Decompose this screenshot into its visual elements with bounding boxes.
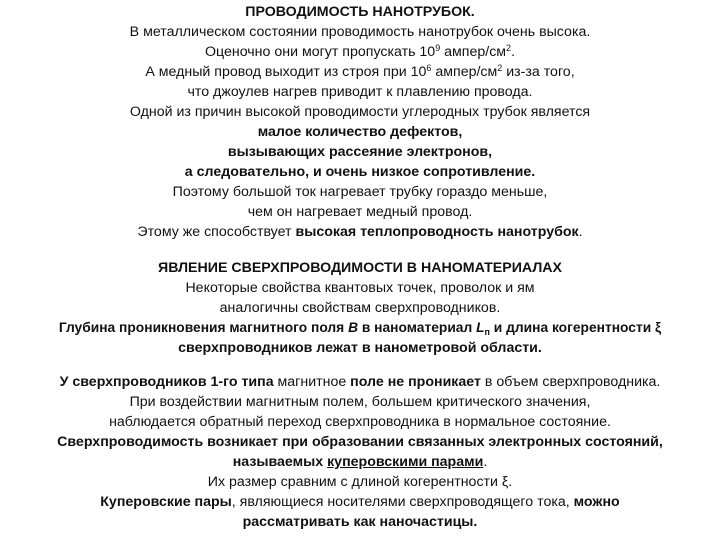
section1-line-11: Этому же способствует высокая теплопроводность нанотрубок. [137,224,583,240]
section3-line-1: У сверхпроводников 1-го типа магнитное поле не проникает в объем сверхпроводника. [59,374,661,390]
section3-line-8: рассматривать как наночастицы. [242,514,478,530]
section3-line-5: называемых куперовскими парами. [232,454,488,470]
section2-line-1: Некоторые свойства квантовых точек, проволок и ям [185,280,535,296]
section1-line-4: что джоулев нагрев приводит к плавлению провода. [187,84,533,100]
section1-line-3: А медный провод выходит из строя при $10^6$ ампер/$см^2$ из-за того, [145,63,575,80]
section3-line-3: наблюдается обратный переход сверхпроводника в нормальное состояние. [109,414,611,430]
section1-line-6: малое количество дефектов, [257,124,463,140]
section1-line-1: В металлическом состоянии проводимость нанотрубок очень высока. [129,24,591,40]
section2-line-2: аналогичны свойствам сверхпроводников. [219,300,501,316]
section1-title: ПРОВОДИМОСТЬ НАНОТРУБОК. [245,4,475,20]
section1-line-7: вызывающих рассеяние электронов, [227,144,493,160]
section1-line-8: а следовательно, и очень низкое сопротивление. [184,164,536,180]
section2-line-4: сверхпроводников лежат в нанометровой области. [178,340,542,356]
section2-line-3: Глубина проникновения магнитного поля B в наноматериал $L_п$ и длина когерентности ξ [58,320,662,337]
section1-line-10: чем он нагревает медный провод. [247,204,473,220]
section1-line-2: Оценочно они могут пропускать $10^9$ ампер/$см^2$. [204,43,516,60]
section3-line-7: Куперовские пары, являющиеся носителями сверхпроводящего тока, можно [100,494,620,510]
section1-line-5: Одной из причин высокой проводимости углеродных трубок является [129,104,591,120]
section3-line-4: Сверхпроводимость возникает при образовании связанных электронных состояний, [57,434,663,450]
section1-line-9: Поэтому большой ток нагревает трубку гораздо меньше, [172,184,548,200]
section2-title: ЯВЛЕНИЕ СВЕРХПРОВОДИМОСТИ В НАНОМАТЕРИАЛАХ [158,260,562,276]
section3-line-2: При воздействии магнитным полем, большем критического значения, [129,394,591,410]
section3-line-6: Их размер сравним с длиной когерентности ξ. [207,474,513,490]
